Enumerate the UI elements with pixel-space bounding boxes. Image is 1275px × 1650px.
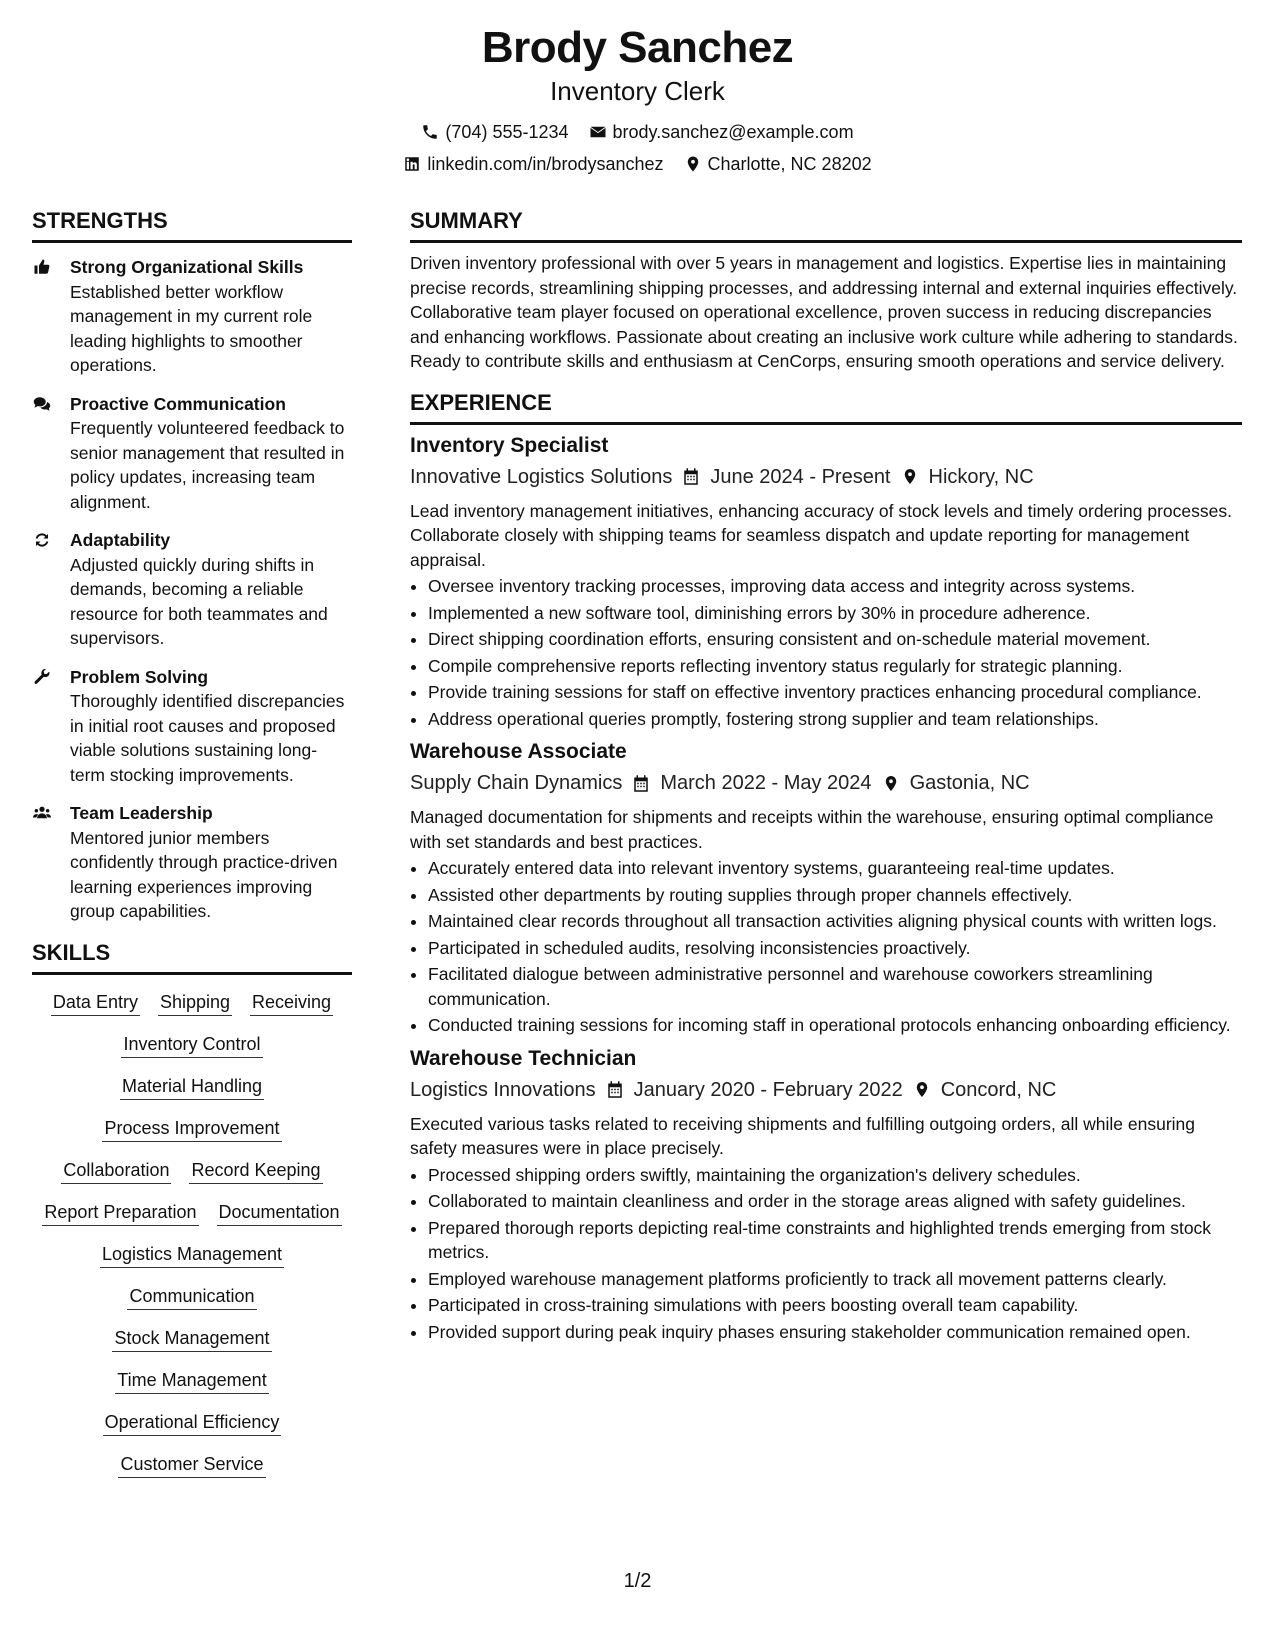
skills-heading: SKILLS bbox=[32, 938, 352, 975]
job-description: Managed documentation for shipments and receipts within the warehouse, ensuring optimal compliance with set standards and best practices. bbox=[410, 807, 1214, 852]
job-bullet: • Provide training sessions for staff on effective inventory practices enhancing procedural compliance. bbox=[428, 680, 1242, 705]
job-bullet: • Provided support during peak inquiry phases ensuring stakeholder communication remained open. bbox=[428, 1320, 1242, 1345]
job-bullet: • Direct shipping coordination efforts, ensuring consistent and on-schedule material movement. bbox=[428, 627, 1242, 652]
left-column bbox=[32, 206, 352, 1478]
strength-text: Thoroughly identified discrepancies in initial root causes and proposed viable solutions sustaining long-term stocking improvements. bbox=[70, 691, 345, 785]
job-description: Lead inventory management initiatives, enhancing accuracy of stock levels and timely ordering processes. Collaborate closely with shipping teams for seamless dispatch and update reporting for management appraisal. bbox=[410, 500, 1232, 570]
job-title: Warehouse Technician bbox=[410, 1046, 637, 1070]
job-bullets bbox=[410, 1163, 1242, 1345]
strength-item bbox=[32, 255, 352, 378]
job-bullet: • Compile comprehensive reports reflecting inventory status regularly for strategic planning. bbox=[428, 654, 1242, 679]
contact-phone bbox=[421, 116, 568, 148]
job-title: Inventory Specialist bbox=[410, 433, 609, 457]
map-pin-icon bbox=[684, 155, 702, 173]
skill-tag: Stock Management bbox=[112, 1325, 271, 1352]
contact-location bbox=[684, 148, 872, 180]
refresh-icon bbox=[32, 528, 58, 651]
summary-heading: SUMMARY bbox=[410, 206, 1242, 243]
job-company: Logistics Innovations bbox=[410, 1078, 596, 1101]
strength-item bbox=[32, 665, 352, 788]
job-title: Warehouse Associate bbox=[410, 740, 627, 763]
calendar-icon bbox=[606, 1081, 624, 1099]
job-bullet: • Implemented a new software tool, diminishing errors by 30% in procedure adherence. bbox=[428, 601, 1242, 626]
resume-header bbox=[0, 22, 1275, 180]
map-pin-icon bbox=[882, 774, 900, 792]
skill-tag: Time Management bbox=[115, 1367, 268, 1394]
linkedin-icon bbox=[403, 155, 421, 173]
skill-tag: Collaboration bbox=[61, 1157, 171, 1184]
experience-heading: EXPERIENCE bbox=[410, 388, 1242, 425]
location-text: Charlotte, NC 28202 bbox=[707, 154, 872, 174]
right-column bbox=[410, 206, 1242, 1346]
phone-icon bbox=[421, 123, 439, 141]
job-location: Gastonia, NC bbox=[909, 772, 1030, 794]
strength-title: Problem Solving bbox=[70, 666, 209, 687]
job-bullet: • Facilitated dialogue between administrative personnel and warehouse coworkers streamlining communication. bbox=[428, 962, 1242, 1011]
job-bullet: • Address operational queries promptly, fostering strong supplier and team relationships. bbox=[428, 707, 1242, 732]
wrench-icon bbox=[32, 665, 58, 788]
page-number: 1/2 bbox=[623, 1570, 652, 1592]
skill-tag: Process Improvement bbox=[102, 1115, 281, 1142]
thumbs-up-icon bbox=[32, 255, 58, 378]
skill-tag: Documentation bbox=[217, 1199, 342, 1226]
strength-title: Strong Organizational Skills bbox=[70, 257, 304, 277]
skill-tag: Customer Service bbox=[118, 1451, 265, 1478]
contact-row-1 bbox=[0, 116, 1275, 148]
skill-tag: Logistics Management bbox=[100, 1241, 284, 1268]
strength-text: Frequently volunteered feedback to senior management that resulted in policy updates, increasing team alignment. bbox=[70, 418, 345, 512]
strength-item bbox=[32, 528, 352, 651]
skill-tag: Report Preparation bbox=[42, 1199, 198, 1226]
job-meta bbox=[410, 461, 1242, 493]
strength-item bbox=[32, 392, 352, 515]
users-icon bbox=[32, 801, 58, 924]
contact-email[interactable] bbox=[589, 116, 854, 148]
skill-tag: Communication bbox=[127, 1283, 256, 1310]
contact-linkedin[interactable] bbox=[403, 148, 663, 180]
job-company: Supply Chain Dynamics bbox=[410, 772, 623, 794]
strength-item bbox=[32, 801, 352, 924]
job-bullet: • Processed shipping orders swiftly, maintaining the organization's delivery schedules. bbox=[428, 1163, 1242, 1188]
strength-text: Adjusted quickly during shifts in demands, becoming a reliable resource for both teammates and supervisors. bbox=[70, 554, 328, 648]
job-bullet: • Accurately entered data into relevant inventory systems, guaranteeing real-time updates. bbox=[428, 856, 1242, 881]
linkedin-text[interactable]: linkedin.com/in/brodysanchez bbox=[427, 154, 664, 174]
job-company: Innovative Logistics Solutions bbox=[410, 465, 673, 488]
map-pin-icon bbox=[913, 1081, 931, 1099]
job-bullet: • Maintained clear records throughout all transaction activities aligning physical counts with written logs. bbox=[428, 909, 1242, 934]
strength-title: Team Leadership bbox=[70, 803, 213, 823]
job-meta bbox=[410, 767, 1242, 799]
phone-text: (704) 555-1234 bbox=[445, 122, 569, 142]
skill-tag: Operational Efficiency bbox=[103, 1409, 282, 1436]
job-entry bbox=[410, 1044, 1242, 1345]
job-bullet: • Employed warehouse management platforms proficiently to track all movement patterns clearly. bbox=[428, 1267, 1242, 1292]
strengths-list bbox=[32, 255, 352, 924]
job-bullet: • Prepared thorough reports depicting real-time constraints and highlighted trends emerging from stock metrics. bbox=[428, 1216, 1242, 1265]
job-dates: June 2024 - Present bbox=[710, 465, 891, 488]
comments-icon bbox=[32, 392, 58, 515]
contact-row-2 bbox=[0, 148, 1275, 180]
strength-title: Adaptability bbox=[70, 530, 171, 550]
calendar-icon bbox=[682, 468, 700, 486]
job-dates: March 2022 - May 2024 bbox=[660, 772, 872, 794]
job-bullet: • Conducted training sessions for incoming staff in operational protocols enhancing onboarding efficiency. bbox=[428, 1013, 1242, 1038]
skill-tag: Shipping bbox=[158, 989, 232, 1016]
skill-tag: Material Handling bbox=[120, 1073, 264, 1100]
strengths-heading: STRENGTHS bbox=[32, 206, 352, 243]
job-bullet: • Participated in cross-training simulations with peers boosting overall team capability. bbox=[428, 1293, 1242, 1318]
job-bullet: • Oversee inventory tracking processes, improving data access and integrity across systems. bbox=[428, 574, 1242, 599]
skill-tag: Data Entry bbox=[51, 989, 140, 1016]
skill-tag: Record Keeping bbox=[189, 1157, 322, 1184]
strength-text: Mentored junior members confidently through practice-driven learning experiences improving group capabilities. bbox=[70, 827, 338, 921]
job-location: Hickory, NC bbox=[928, 465, 1034, 488]
job-bullet: • Collaborated to maintain cleanliness and order in the storage areas aligned with safety guidelines. bbox=[428, 1189, 1242, 1214]
job-bullet: • Participated in scheduled audits, resolving inconsistencies proactively. bbox=[428, 936, 1242, 961]
map-pin-icon bbox=[901, 468, 919, 486]
summary-text: Driven inventory professional with over 5 years in management and logistics. Expertise lies in maintaining precise records, streamlining shipping processes, and addressing internal and external inquiries effectively. Collaborative team player focused on operational excellence, proven success in reducing discrepancies and enhancing workflows. Passionate about creating an inclusive work culture while adhering to standards. Ready to contribute skills and enthusiasm at CenCorps, ensuring smooth operations and service delivery. bbox=[410, 253, 1238, 371]
strength-title: Proactive Communication bbox=[70, 393, 286, 414]
skill-tag: Inventory Control bbox=[121, 1031, 262, 1058]
job-dates: January 2020 - February 2022 bbox=[633, 1078, 903, 1101]
candidate-name: Brody Sanchez bbox=[481, 23, 794, 72]
job-meta bbox=[410, 1074, 1242, 1106]
job-entry bbox=[410, 737, 1242, 1038]
job-bullets bbox=[410, 856, 1242, 1038]
skills-list bbox=[32, 989, 352, 1478]
envelope-icon bbox=[589, 123, 607, 141]
calendar-icon bbox=[632, 774, 650, 792]
job-bullets bbox=[410, 574, 1242, 731]
job-entry bbox=[410, 431, 1242, 732]
candidate-role: Inventory Clerk bbox=[550, 76, 725, 106]
skill-tag: Receiving bbox=[250, 989, 333, 1016]
strength-text: Established better workflow management in my current role leading highlights to smoother operations. bbox=[70, 281, 313, 375]
job-description: Executed various tasks related to receiving shipments and fulfilling outgoing orders, all while ensuring safety measures were in place precisely. bbox=[410, 1113, 1196, 1158]
job-location: Concord, NC bbox=[940, 1078, 1057, 1101]
email-text[interactable]: brody.sanchez@example.com bbox=[612, 122, 854, 142]
job-bullet: • Assisted other departments by routing supplies through proper channels effectively. bbox=[428, 883, 1242, 908]
